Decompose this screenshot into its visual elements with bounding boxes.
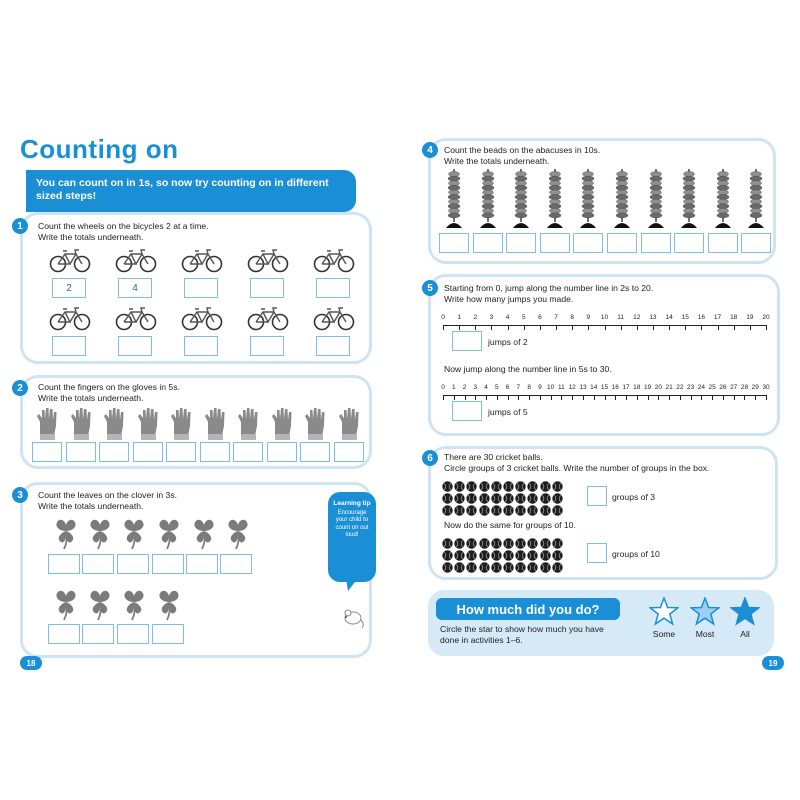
number-line-tick-mark [718,325,719,330]
number-line-tick-mark [572,395,573,400]
speech-tail-icon [344,578,360,592]
number-line-tick-label: 8 [570,314,574,321]
abacus-answer-box[interactable] [641,233,671,253]
bicycle-icon [312,248,356,274]
number-line-tick-mark [685,325,686,330]
number-line-tick-label: 27 [730,384,738,391]
number-line-tick-label: 5 [495,384,499,391]
number-line-tick-label: 18 [633,384,641,391]
bicycle-answer-box[interactable] [316,278,350,298]
number-line-tick-label: 13 [579,384,587,391]
glove-icon [336,406,362,440]
clover-answer-box[interactable] [152,624,184,644]
cricket-ball-icon [479,491,490,502]
bicycle-answer-box[interactable] [118,336,152,356]
number-line-tick-mark [443,325,444,330]
glove-icon [235,406,261,440]
number-line-tick-mark [701,325,702,330]
bicycle-icon [114,248,158,274]
number-line-tick-label: 9 [586,314,591,321]
abacus-icon [647,168,665,230]
clover-answer-box[interactable] [186,554,218,574]
cricket-ball-icon [466,536,477,547]
cricket-ball-icon [454,491,465,502]
jumps-of-5-label: jumps of 5 [488,407,528,417]
number-line-tick-mark [540,325,541,330]
glove-answer-box[interactable] [200,442,230,462]
cricket-ball-icon [540,503,551,514]
number-line-tick-mark [766,325,767,330]
cricket-ball-icon [527,491,538,502]
how-much-line2: done in activities 1–6. [440,635,523,645]
number-line-tick-label: 12 [633,314,641,321]
number-line-tick-label: 0 [441,384,445,391]
bicycle-answer-box[interactable]: 4 [118,278,152,298]
number-line-tick-label: 10 [600,314,609,321]
abacus-icon [747,168,765,230]
abacus-icon [445,168,463,230]
cricket-ball-icon [540,560,551,571]
number-line-tick-mark [669,325,670,330]
number-line-tick-mark [540,395,541,400]
cricket-ball-icon [515,491,526,502]
number-line-tick-mark [486,395,487,400]
cricket-ball-icon [491,548,502,559]
cricket-ball-icon [491,560,502,571]
cricket-ball-icon [479,548,490,559]
clover-answer-box[interactable] [220,554,252,574]
cricket-ball-icon [503,479,514,490]
activity-4-instruction [444,145,600,167]
bicycle-answer-box[interactable] [184,336,218,356]
abacus-answer-box[interactable] [439,233,469,253]
jumps-of-2-label: jumps of 2 [488,337,528,347]
glove-answer-box[interactable] [32,442,62,462]
cricket-ball-icon [503,548,514,559]
number-line-tick-label: 16 [697,314,705,321]
abacus-answer-box[interactable] [708,233,738,253]
learning-tip-text: Encourage your child to count on out loud! [335,509,369,538]
activity-4-line1: Count the beads on the abacuses in 10s. [444,145,601,155]
activity-3-line2: Write the totals underneath. [38,501,144,511]
number-line-tick-mark [475,395,476,400]
cricket-ball-icon [454,479,465,490]
number-line-tick-mark [750,325,751,330]
cricket-ball-icon [540,536,551,547]
bicycle-icon [180,248,224,274]
cricket-ball-icon [479,560,490,571]
cricket-ball-icon [454,560,465,571]
number-line-tick-mark [744,395,745,400]
page-number-left: 18 [20,656,42,670]
number-line-tick-label: 7 [516,384,521,391]
cricket-ball-icon [454,548,465,559]
number-line-tick-mark [491,325,492,330]
bicycle-icon [114,306,158,332]
learning-tip-heading: Learning tip [333,500,371,507]
number-line-tick-mark [734,395,735,400]
glove-icon [68,406,94,440]
number-line-tick-mark [443,395,444,400]
bicycle-answer-box[interactable] [52,336,86,356]
cricket-ball-icon [503,503,514,514]
number-line-tick-mark [583,395,584,400]
clover-answer-box[interactable] [82,624,114,644]
activity-1-line2: Write the totals underneath. [38,232,144,242]
number-line-tick-label: 13 [649,314,657,321]
number-line-tick-mark [594,395,595,400]
abacus-answer-box[interactable] [540,233,570,253]
number-line-tick-label: 25 [708,384,716,391]
glove-answer-box[interactable] [267,442,297,462]
number-line-tick-mark [701,395,702,400]
clover-answer-box[interactable] [48,554,80,574]
number-line-tick-label: 15 [600,384,609,391]
glove-icon [34,406,60,440]
activity-6-instruction [444,452,709,474]
number-line-tick-mark [508,325,509,330]
number-line-tick-label: 6 [505,384,510,391]
cricket-ball-icon [491,491,502,502]
cricket-ball-icon [515,548,526,559]
abacus-icon [680,168,698,230]
cricket-ball-icon [479,479,490,490]
bicycle-answer-box[interactable] [250,278,284,298]
activity-1-instruction [38,221,209,243]
number-line-tick-mark [637,325,638,330]
number-line-tick-label: 16 [611,384,619,391]
number-line-tick-mark [459,325,460,330]
activity-5-line1: Starting from 0, jump along the number line in 2s to 20. [444,283,654,293]
cricket-ball-icon [454,503,465,514]
abacus-answer-box[interactable] [573,233,603,253]
activity-2-line1: Count the fingers on the gloves in 5s. [38,382,180,392]
mouse-icon [340,604,366,630]
star-label: All [740,629,750,639]
jumps-of-5-answer-box[interactable] [452,401,482,421]
abacus-icon [512,168,530,230]
activity-2-instruction [38,382,180,404]
jumps-of-2-answer-box[interactable] [452,331,482,351]
cricket-ball-icon [527,560,538,571]
cricket-ball-icon [466,491,477,502]
number-line-tick-mark [556,325,557,330]
number-line-tick-mark [669,395,670,400]
bicycle-icon [180,306,224,332]
number-line-tick-mark [723,395,724,400]
activity-6-line2: Circle groups of 3 cricket balls. Write the number of groups in the box. [444,463,710,473]
number-line-tick-label: 20 [654,384,662,391]
number-line-tick-label: 1 [457,314,461,321]
abacus-icon [613,168,631,230]
page-number-right: 19 [762,656,784,670]
number-line-tick-label: 17 [713,314,722,321]
number-line-tick-label: 0 [441,314,445,321]
abacus-answer-box[interactable] [506,233,536,253]
cricket-ball-icon [454,536,465,547]
bicycle-icon [246,248,290,274]
clover-answer-box[interactable] [117,624,149,644]
how-much-text [440,624,604,646]
number-line-tick-label: 20 [762,314,770,321]
glove-answer-box[interactable] [334,442,364,462]
how-much-line1: Circle the star to show how much you have [440,624,604,634]
bicycle-icon [48,248,92,274]
activity-6-line3: Now do the same for groups of 10. [444,520,576,530]
star-icon [649,597,679,627]
cricket-ball-icon [527,548,538,559]
cricket-ball-icon [515,536,526,547]
number-line-tick-mark [518,395,519,400]
glove-answer-box[interactable] [300,442,330,462]
number-line-tick-mark [475,325,476,330]
cricket-ball-icon [503,491,514,502]
activity-3-number: 3 [12,487,28,503]
number-line-tick-label: 9 [538,384,542,391]
number-line-tick-label: 10 [547,384,555,391]
activity-6-number: 6 [422,450,438,466]
groups-of-10-answer-box[interactable] [587,543,607,563]
how-much-title: How much did you do? [436,598,620,620]
number-line-tick-mark [497,395,498,400]
activity-6-line1: There are 30 cricket balls. [444,452,543,462]
clover-icon [155,515,183,551]
number-line-tick-mark [605,395,606,400]
abacus-answer-box[interactable] [674,233,704,253]
glove-icon [302,406,328,440]
cricket-ball-icon [527,479,538,490]
cricket-ball-icon [491,503,502,514]
abacus-answer-box[interactable] [741,233,771,253]
glove-icon [135,406,161,440]
number-line-tick-mark [691,395,692,400]
clover-answer-box[interactable] [48,624,80,644]
number-line-tick-mark [626,395,627,400]
star-label: Most [695,629,715,639]
cricket-ball-icon [466,560,477,571]
clover-icon [190,515,218,551]
cricket-ball-icon [491,536,502,547]
glove-answer-box[interactable] [166,442,196,462]
number-line-tick-label: 11 [617,314,625,321]
cricket-ball-icon [442,560,453,571]
number-line-tick-mark [766,395,767,400]
number-line-tick-label: 24 [697,384,705,391]
glove-icon [202,406,228,440]
cricket-ball-icon [552,491,563,502]
star-label: Some [652,629,676,639]
cricket-ball-icon [552,479,563,490]
bicycle-answer-box[interactable] [184,278,218,298]
number-line-tick-label: 30 [762,384,770,391]
number-line-tick-label: 6 [538,314,542,321]
number-line-tick-mark [680,395,681,400]
cricket-ball-icon [442,548,453,559]
number-line-tick-label: 4 [484,384,488,391]
number-line-tick-label: 15 [681,314,689,321]
page-title: Counting on [20,134,179,164]
number-line-tick-label: 8 [527,384,531,391]
cricket-ball-icon [479,536,490,547]
number-line-tick-mark [454,395,455,400]
number-line-tick-label: 3 [489,314,494,321]
glove-icon [168,406,194,440]
activity-3-line1: Count the leaves on the clover in 3s. [38,490,178,500]
clover-icon [52,586,80,622]
number-line-tick-label: 11 [558,384,565,391]
clover-icon [224,515,252,551]
activity-2-number: 2 [12,380,28,396]
cricket-ball-icon [479,503,490,514]
number-line-tick-mark [712,395,713,400]
number-line-tick-mark [755,395,756,400]
number-line-tick-label: 23 [687,384,695,391]
number-line-tick-label: 14 [590,384,598,391]
number-line-tick-label: 12 [568,384,576,391]
number-line-tick-label: 4 [505,314,510,321]
cricket-ball-icon [552,548,563,559]
number-line-tick-mark [524,325,525,330]
abacus-answer-box[interactable] [473,233,503,253]
glove-answer-box[interactable] [66,442,96,462]
cricket-ball-icon [442,536,453,547]
groups-of-3-answer-box[interactable] [587,486,607,506]
activity-4-line2: Write the totals underneath. [444,156,550,166]
activity-3-instruction [38,490,177,512]
cricket-ball-icon [540,491,551,502]
intro-banner: You can count on in 1s, so now try counting on in different sized steps! [26,170,356,212]
bicycle-icon [246,306,290,332]
clover-icon [52,515,80,551]
number-line-tick-mark [637,395,638,400]
clover-icon [120,586,148,622]
abacus-icon [714,168,732,230]
bicycle-icon [312,306,356,332]
number-line-tick-mark [615,395,616,400]
number-line-tick-mark [508,395,509,400]
number-line-tick-label: 3 [473,384,478,391]
cricket-ball-icon [515,560,526,571]
number-line-tick-mark [465,395,466,400]
glove-answer-box[interactable] [99,442,129,462]
bicycle-answer-box[interactable] [316,336,350,356]
activity-1-line1: Count the wheels on the bicycles 2 at a time. [38,221,209,231]
cricket-ball-icon [466,479,477,490]
clover-answer-box[interactable] [117,554,149,574]
activity-5-line3: Now jump along the number line in 5s to 30. [444,364,612,374]
abacus-answer-box[interactable] [607,233,637,253]
cricket-ball-icon [527,536,538,547]
cricket-ball-icon [540,548,551,559]
glove-answer-box[interactable] [133,442,163,462]
groups-of-3-label: groups of 3 [612,492,655,502]
activity-2-line2: Write the totals underneath. [38,393,144,403]
number-line-tick-label: 2 [462,384,467,391]
abacus-icon [579,168,597,230]
number-line-tick-label: 7 [554,314,558,321]
cricket-ball-icon [491,479,502,490]
number-line-tick-mark [588,325,589,330]
cricket-ball-icon [552,536,563,547]
cricket-ball-icon [552,560,563,571]
number-line-tick-mark [572,325,573,330]
abacus-icon [479,168,497,230]
number-line-tick-mark [621,325,622,330]
groups-of-10-label: groups of 10 [612,549,660,559]
number-line-tick-label: 2 [473,314,478,321]
clover-answer-box[interactable] [152,554,184,574]
cricket-ball-icon [540,479,551,490]
number-line-tick-label: 21 [665,384,673,391]
cricket-ball-icon [515,503,526,514]
cricket-ball-icon [503,536,514,547]
clover-icon [155,586,183,622]
number-line-tick-label: 19 [643,384,652,391]
number-line-tick-mark [653,325,654,330]
number-line-tick-label: 14 [665,314,673,321]
bicycle-answer-box[interactable] [250,336,284,356]
activity-4-number: 4 [422,142,438,158]
number-line-tick-label: 5 [521,314,526,321]
number-line-tick-label: 22 [676,384,684,391]
clover-icon [86,586,114,622]
glove-icon [269,406,295,440]
activity-5-instruction [444,283,653,305]
number-line-tick-mark [561,395,562,400]
glove-icon [101,406,127,440]
cricket-ball-icon [442,479,453,490]
bicycle-answer-box[interactable]: 2 [52,278,86,298]
star-icon [730,597,760,627]
cricket-ball-icon [503,560,514,571]
number-line-tick-label: 18 [730,314,738,321]
number-line-tick-label: 1 [451,384,456,391]
activity-5-number: 5 [422,280,438,296]
number-line-tick-mark [551,395,552,400]
number-line-tick-label: 26 [719,384,727,391]
cricket-ball-icon [466,503,477,514]
cricket-ball-icon [442,491,453,502]
number-line-tick-label: 28 [740,384,749,391]
number-line-tick-mark [529,395,530,400]
clover-answer-box[interactable] [82,554,114,574]
cricket-ball-icon [442,503,453,514]
cricket-ball-icon [515,479,526,490]
number-line-tick-mark [734,325,735,330]
activity-5-line2: Write how many jumps you made. [444,294,574,304]
number-line-tick-mark [658,395,659,400]
learning-tip-bubble [328,492,376,582]
star-icon [690,597,720,627]
number-line-tick-mark [648,395,649,400]
number-line-tick-mark [605,325,606,330]
glove-answer-box[interactable] [233,442,263,462]
bicycle-icon [48,306,92,332]
clover-icon [120,515,148,551]
number-line-tick-label: 29 [751,384,759,391]
activity-1-number: 1 [12,218,28,234]
cricket-ball-icon [552,503,563,514]
abacus-icon [546,168,564,230]
clover-icon [86,515,114,551]
cricket-ball-icon [466,548,477,559]
number-line-tick-label: 17 [622,384,630,391]
cricket-ball-icon [527,503,538,514]
number-line-tick-label: 19 [746,314,754,321]
